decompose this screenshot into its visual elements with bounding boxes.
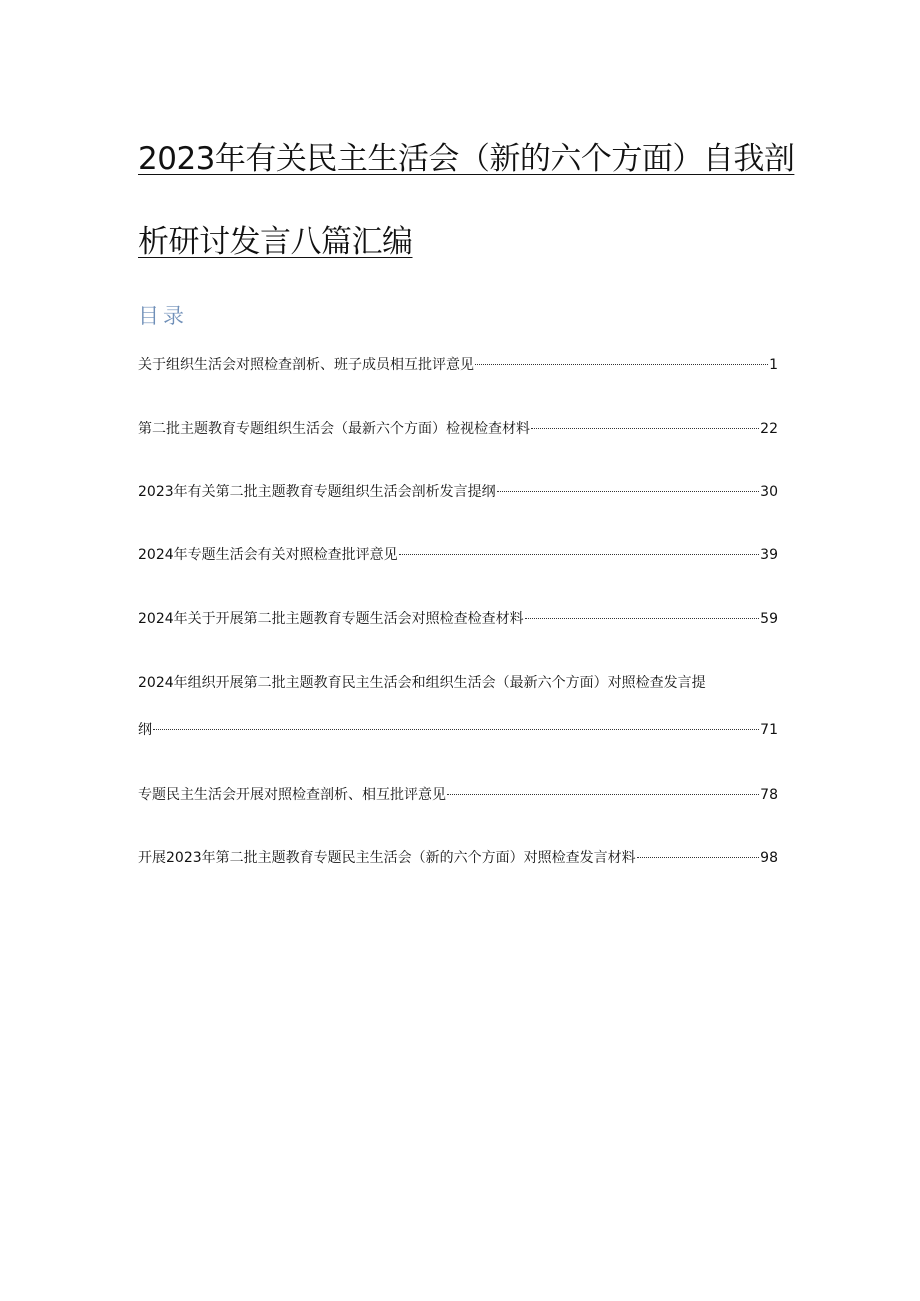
toc-entry-page: 30 <box>760 484 778 500</box>
toc-entry-title: 2024年专题生活会有关对照检查批评意见 <box>138 547 398 563</box>
toc-entry-title: 2023年有关第二批主题教育专题组织生活会剖析发言提纲 <box>138 484 496 500</box>
toc-leader-dots <box>497 491 760 492</box>
toc-entry-page: 39 <box>760 547 778 563</box>
toc-entry-title-line-2: 纲 <box>138 722 152 738</box>
toc-entry-1[interactable] <box>138 355 778 375</box>
toc-entry-page: 59 <box>760 611 778 627</box>
toc-leader-dots <box>447 794 759 795</box>
toc-entry-title: 关于组织生活会对照检查剖析、班子成员相互批评意见 <box>138 357 474 373</box>
toc-entry-title-line-1: 2024年组织开展第二批主题教育民主生活会和组织生活会（最新六个方面）对照检查发言提 <box>138 675 706 691</box>
document-title-line-1: 2023年有关民主生活会（新的六个方面）自我剖 <box>138 141 795 177</box>
toc-entry-7[interactable] <box>138 785 778 805</box>
toc-entry-5[interactable] <box>138 609 778 629</box>
toc-leader-dots <box>475 364 768 365</box>
toc-entry-3[interactable] <box>138 482 778 502</box>
toc-entry-title: 2024年关于开展第二批主题教育专题生活会对照检查检查材料 <box>138 611 524 627</box>
toc-entry-2[interactable] <box>138 419 778 439</box>
toc-entry-4[interactable] <box>138 545 778 565</box>
toc-entry-page: 98 <box>760 850 778 866</box>
toc-leader-dots <box>399 554 760 555</box>
toc-entry-6[interactable] <box>138 673 778 740</box>
document-title-line-2: 析研讨发言八篇汇编 <box>138 224 413 260</box>
toc-entry-page: 78 <box>760 787 778 803</box>
toc-leader-dots <box>153 729 759 730</box>
toc-entry-title: 开展2023年第二批主题教育专题民主生活会（新的六个方面）对照检查发言材料 <box>138 850 636 866</box>
toc-entry-page: 1 <box>769 357 778 373</box>
toc-heading: 目录 <box>138 304 188 328</box>
toc-entry-title: 专题民主生活会开展对照检查剖析、相互批评意见 <box>138 787 446 803</box>
toc-leader-dots <box>531 428 759 429</box>
toc-entry-page: 71 <box>760 722 778 738</box>
toc-entry-8[interactable] <box>138 848 778 868</box>
toc-leader-dots <box>525 618 760 619</box>
toc-entry-title: 第二批主题教育专题组织生活会（最新六个方面）检视检查材料 <box>138 421 530 437</box>
toc-entry-page: 22 <box>760 421 778 437</box>
toc-leader-dots <box>637 857 760 858</box>
